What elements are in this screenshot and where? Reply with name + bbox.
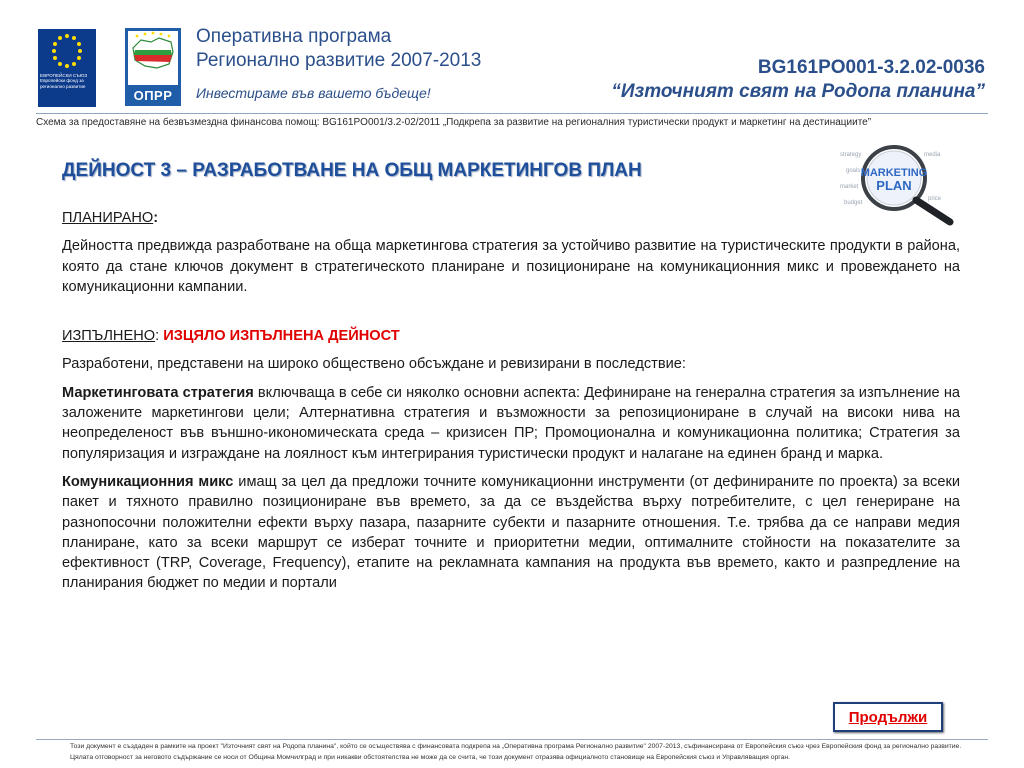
slide-title: ДЕЙНОСТ 3 – РАЗРАБОТВАНЕ НА ОБЩ МАРКЕТИНГОВ ПЛАН xyxy=(62,160,642,181)
svg-text:media: media xyxy=(924,152,941,158)
oprr-label: ОПРР xyxy=(133,88,173,103)
planned-heading: ПЛАНИРАНО: xyxy=(62,210,159,226)
mix-text: имащ за цел да предложи точните комуникационни инструменти (от дефинираните по проекта) за всеки пакет и тяхното правилно позициониране във времето, за да се въздейства върху потребителите, с цел генериране на разнопосочни положителни ефекти върху пазара, пазарните субекти и пазарните отношения. Т.е. трябва да се направи медия планиране, като за всеки маршрут се изберат точните и приоритетни медии, оптималните стойности на показателите за ефективност (TRP, Coverage, Frequency), етапите на рекламната кампания на продукта във времето, както и разпредление на планирания бюджет по медии и портали xyxy=(62,473,960,592)
planned-label: ПЛАНИРАНО xyxy=(62,210,154,226)
eu-caption: ЕВРОПЕЙСКИ СЪЮЗ Европейски фонд за регионално развитие xyxy=(40,73,88,89)
oprr-logo xyxy=(125,28,181,106)
continue-button[interactable]: Продължи xyxy=(833,702,943,732)
header-divider xyxy=(36,113,988,114)
svg-text:market: market xyxy=(840,184,859,190)
project-name: “Източният свят на Родопа планина” xyxy=(611,81,985,102)
planned-paragraph: Дейността предвижда разработване на обща маркетингова стратегия за устойчиво развитие на туристическите продукти в района, която да стане ключов документ в стратегическото планиране и позициониране на комуникационния микс и провеждането на комуникационни кампании. xyxy=(62,238,960,295)
footer-line2: Цялата отговорност за неговото съдържание се носи от Община Момчилград и при никакви обстоятелства не може да се счита, че този документ отразява официалното становище на Европейския съюз и Управляващия орган. xyxy=(70,754,791,761)
strategy-text: включваща в себе си няколко основни аспекта: Дефиниране на генерална стратегия за изпълнение на заложените маркетингови цели; Алтернативна стратегия и възможности за репозициониране в случай на високи нива на неопределеност във външно-икономическата среда – кризисен ПР; Промоционална и комуникационна политика; Стратегия за популяризация и изграждане на лоялност към интегрирания туристически продукт и налагане на единен бранд и марка. xyxy=(62,384,960,462)
mix-term: Комуникационния микс xyxy=(62,473,234,490)
svg-text:budget: budget xyxy=(844,200,863,206)
magnifier-text-marketing: MARKETING xyxy=(860,167,928,179)
scheme-line: Схема за предоставяне на безвъзмездна финансова помощ: BG161PO001/3.2-02/2011 „Подкрепа за развитие на регионалния туристически продукт и маркетинг на дестинациите” xyxy=(36,117,872,128)
svg-text:price: price xyxy=(928,196,942,202)
page-header xyxy=(0,0,1024,135)
slide-content xyxy=(62,208,960,594)
footer-line1: Този документ е създаден в рамките на проект "Източният свят на Родопа планина", който се осъществява с финансовата подкрепа на „Оперативна програма Регионално развитие" 2007-2013, съфинансирана от Европейския съюз чрез Европейския фонд за регионално развитие. xyxy=(70,743,962,750)
magnifier-text-plan: PLAN xyxy=(876,178,912,193)
executed-heading: ИЗПЪЛНЕНО: ИЗЦЯЛО ИЗПЪЛНЕНА ДЕЙНОСТ xyxy=(62,328,400,345)
program-title xyxy=(196,25,481,73)
executed-label: ИЗПЪЛНЕНО xyxy=(62,328,156,345)
footer-divider xyxy=(36,739,988,740)
program-title-line2: Регионално развитие 2007-2013 xyxy=(196,50,482,71)
project-code: BG161PO001-3.2.02-0036 xyxy=(757,57,985,78)
strategy-paragraph xyxy=(62,383,960,464)
intro-paragraph: Разработени, представени на широко обществено обсъждане и ревизирани в последствие: xyxy=(62,356,686,373)
program-slogan: Инвестираме във вашето бъдеще! xyxy=(196,85,431,101)
executed-status: ИЗЦЯЛО ИЗПЪЛНЕНА ДЕЙНОСТ xyxy=(163,328,400,345)
program-title-line1: Оперативна програма xyxy=(196,26,392,47)
strategy-term: Маркетинговата стратегия xyxy=(62,384,254,401)
eu-flag-logo xyxy=(38,29,96,107)
svg-text:strategy: strategy xyxy=(840,152,862,158)
footer-disclaimer xyxy=(70,741,970,763)
mix-paragraph xyxy=(62,472,960,594)
svg-text:goals: goals xyxy=(846,168,861,174)
